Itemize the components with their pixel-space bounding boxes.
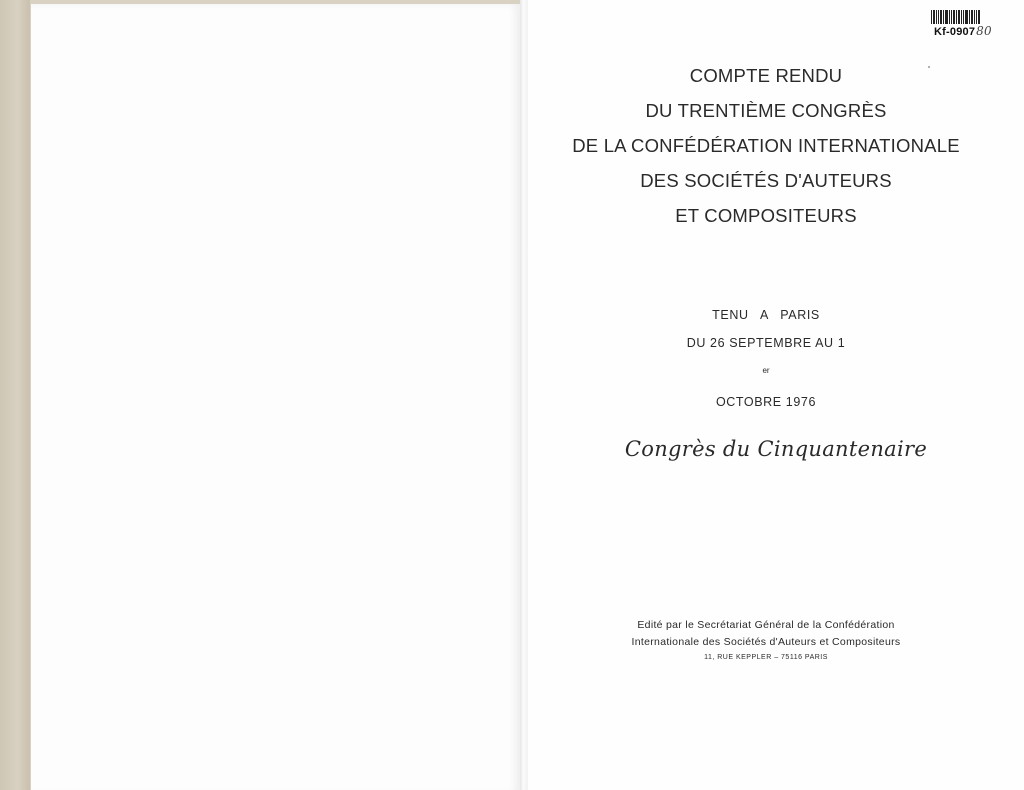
event-details — [528, 301, 1004, 416]
publisher-block — [528, 617, 1004, 665]
book-gutter — [520, 0, 528, 790]
event-dates-start: DU 26 SEPTEMBRE AU 1 — [686, 336, 846, 350]
handwritten-mark: 80 — [976, 24, 992, 38]
title-line-2: DU TRENTIÈME CONGRÈS — [645, 100, 887, 121]
event-place: TENU A PARIS — [712, 308, 820, 322]
publisher-line-1: Edité par le Secrétariat Général de la Confédération — [637, 619, 895, 631]
publisher-address: 11, RUE KEPPLER – 75116 PARIS — [704, 654, 828, 661]
catalog-id: Kf-0907 — [934, 26, 976, 38]
ordinal-suffix: er — [762, 366, 770, 375]
title-line-4: DES SOCIÉTÉS D'AUTEURS — [640, 170, 892, 191]
paper-speck — [928, 66, 930, 68]
event-dates — [528, 329, 1004, 416]
title-line-5: ET COMPOSITEURS — [675, 205, 857, 226]
catalog-label — [934, 24, 992, 38]
title-line-3: DE LA CONFÉDÉRATION INTERNATIONALE — [572, 135, 960, 156]
left-blank-page — [31, 4, 521, 790]
congress-subtitle: Congrès du Cinquantenaire — [624, 437, 928, 461]
title-line-1: COMPTE RENDU — [689, 65, 843, 86]
cover-edge — [0, 0, 30, 790]
event-dates-end: OCTOBRE 1976 — [715, 395, 817, 409]
publisher-line-2: Internationale des Sociétés d'Auteurs et Compositeurs — [631, 636, 901, 648]
barcode-icon — [931, 10, 987, 24]
report-title — [528, 58, 1004, 233]
